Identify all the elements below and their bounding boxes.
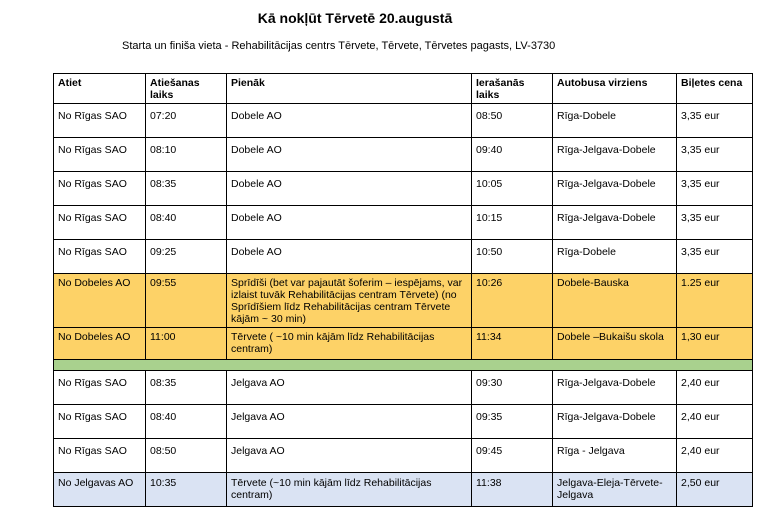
cell-pienak: Sprīdīši (bet var pajautāt šoferim – iespējams, var izlaist tuvāk Rehabilitācijas centram Tērvete) (no Sprīdīšiem līdz Rehabilitācijas centram Tērvete kājām ~ 30 min): [227, 274, 472, 328]
cell-ierasanas: 09:40: [472, 138, 553, 172]
cell-virziens: Rīga-Jelgava-Dobele: [553, 371, 677, 405]
cell-atiet: No Dobeles AO: [54, 328, 146, 360]
cell-pienak: Dobele AO: [227, 206, 472, 240]
cell-cena: 3,35 eur: [677, 104, 753, 138]
cell-laiks: 10:35: [146, 473, 227, 507]
header-ierasanas-laiks: Ierašanās laiks: [472, 74, 553, 104]
cell-ierasanas: 08:50: [472, 104, 553, 138]
cell-atiet: No Rīgas SAO: [54, 439, 146, 473]
cell-pienak: Jelgava AO: [227, 439, 472, 473]
table-row-highlighted: [54, 328, 753, 360]
table-row: [54, 240, 753, 274]
cell-atiet: No Rīgas SAO: [54, 240, 146, 274]
cell-pienak: Jelgava AO: [227, 371, 472, 405]
header-biletes-cena: Biļetes cena: [677, 74, 753, 104]
cell-virziens: Rīga-Jelgava-Dobele: [553, 172, 677, 206]
table-row: [54, 439, 753, 473]
cell-cena: 2,50 eur: [677, 473, 753, 507]
cell-cena: 3,35 eur: [677, 240, 753, 274]
table-row-highlighted: [54, 274, 753, 328]
separator-row: [54, 360, 753, 371]
table-row: [54, 371, 753, 405]
bus-schedule-table: [53, 73, 753, 507]
cell-cena: 1.25 eur: [677, 274, 753, 328]
cell-pienak: Jelgava AO: [227, 405, 472, 439]
table-row-highlighted: [54, 473, 753, 507]
document-subtitle: Starta un finiša vieta - Rehabilitācijas centrs Tērvete, Tērvete, Tērvetes pagasts, LV-3730: [122, 40, 556, 52]
cell-virziens: Rīga-Jelgava-Dobele: [553, 206, 677, 240]
cell-virziens: Rīga-Jelgava-Dobele: [553, 138, 677, 172]
cell-atiet: No Jelgavas AO: [54, 473, 146, 507]
cell-laiks: 09:25: [146, 240, 227, 274]
cell-pienak: Dobele AO: [227, 172, 472, 206]
cell-cena: 1,30 eur: [677, 328, 753, 360]
cell-cena: 2,40 eur: [677, 439, 753, 473]
document-title: Kā nokļūt Tērvetē 20.augustā: [257, 10, 453, 26]
table-row: [54, 172, 753, 206]
table-row: [54, 405, 753, 439]
cell-atiet: No Rīgas SAO: [54, 371, 146, 405]
cell-pienak: Dobele AO: [227, 240, 472, 274]
cell-atiet: No Rīgas SAO: [54, 104, 146, 138]
cell-ierasanas: 09:35: [472, 405, 553, 439]
cell-ierasanas: 10:05: [472, 172, 553, 206]
cell-virziens: Rīga-Dobele: [553, 240, 677, 274]
cell-virziens: Rīga-Jelgava-Dobele: [553, 405, 677, 439]
cell-atiet: No Rīgas SAO: [54, 138, 146, 172]
table-header-row: [54, 74, 753, 104]
header-atiet: Atiet: [54, 74, 146, 104]
cell-ierasanas: 10:15: [472, 206, 553, 240]
cell-ierasanas: 10:26: [472, 274, 553, 328]
separator-cell: [54, 360, 753, 371]
cell-atiet: No Rīgas SAO: [54, 405, 146, 439]
cell-laiks: 08:35: [146, 172, 227, 206]
cell-cena: 3,35 eur: [677, 172, 753, 206]
cell-laiks: 09:55: [146, 274, 227, 328]
cell-atiet: No Rīgas SAO: [54, 206, 146, 240]
table-row: [54, 138, 753, 172]
cell-cena: 2,40 eur: [677, 371, 753, 405]
cell-cena: 2,40 eur: [677, 405, 753, 439]
cell-virziens: Dobele-Bauska: [553, 274, 677, 328]
cell-ierasanas: 09:30: [472, 371, 553, 405]
cell-ierasanas: 09:45: [472, 439, 553, 473]
cell-virziens: Dobele –Bukaišu skola: [553, 328, 677, 360]
cell-laiks: 11:00: [146, 328, 227, 360]
cell-ierasanas: 11:34: [472, 328, 553, 360]
table-row: [54, 104, 753, 138]
cell-pienak: Tērvete ( ~10 min kājām līdz Rehabilitācijas centram): [227, 328, 472, 360]
cell-pienak: Dobele AO: [227, 104, 472, 138]
cell-cena: 3,35 eur: [677, 206, 753, 240]
cell-cena: 3,35 eur: [677, 138, 753, 172]
table-row: [54, 206, 753, 240]
cell-virziens: Jelgava-Eleja-Tērvete-Jelgava: [553, 473, 677, 507]
cell-laiks: 08:40: [146, 405, 227, 439]
cell-ierasanas: 11:38: [472, 473, 553, 507]
cell-pienak: Tērvete (~10 min kājām līdz Rehabilitācijas centram): [227, 473, 472, 507]
cell-virziens: Rīga - Jelgava: [553, 439, 677, 473]
cell-laiks: 08:40: [146, 206, 227, 240]
cell-virziens: Rīga-Dobele: [553, 104, 677, 138]
header-autobusa-virziens: Autobusa virziens: [553, 74, 677, 104]
cell-laiks: 08:50: [146, 439, 227, 473]
cell-laiks: 08:35: [146, 371, 227, 405]
cell-ierasanas: 10:50: [472, 240, 553, 274]
cell-laiks: 08:10: [146, 138, 227, 172]
cell-laiks: 07:20: [146, 104, 227, 138]
cell-atiet: No Rīgas SAO: [54, 172, 146, 206]
cell-atiet: No Dobeles AO: [54, 274, 146, 328]
header-atiesanas-laiks: Atiešanas laiks: [146, 74, 227, 104]
header-pienak: Pienāk: [227, 74, 472, 104]
cell-pienak: Dobele AO: [227, 138, 472, 172]
